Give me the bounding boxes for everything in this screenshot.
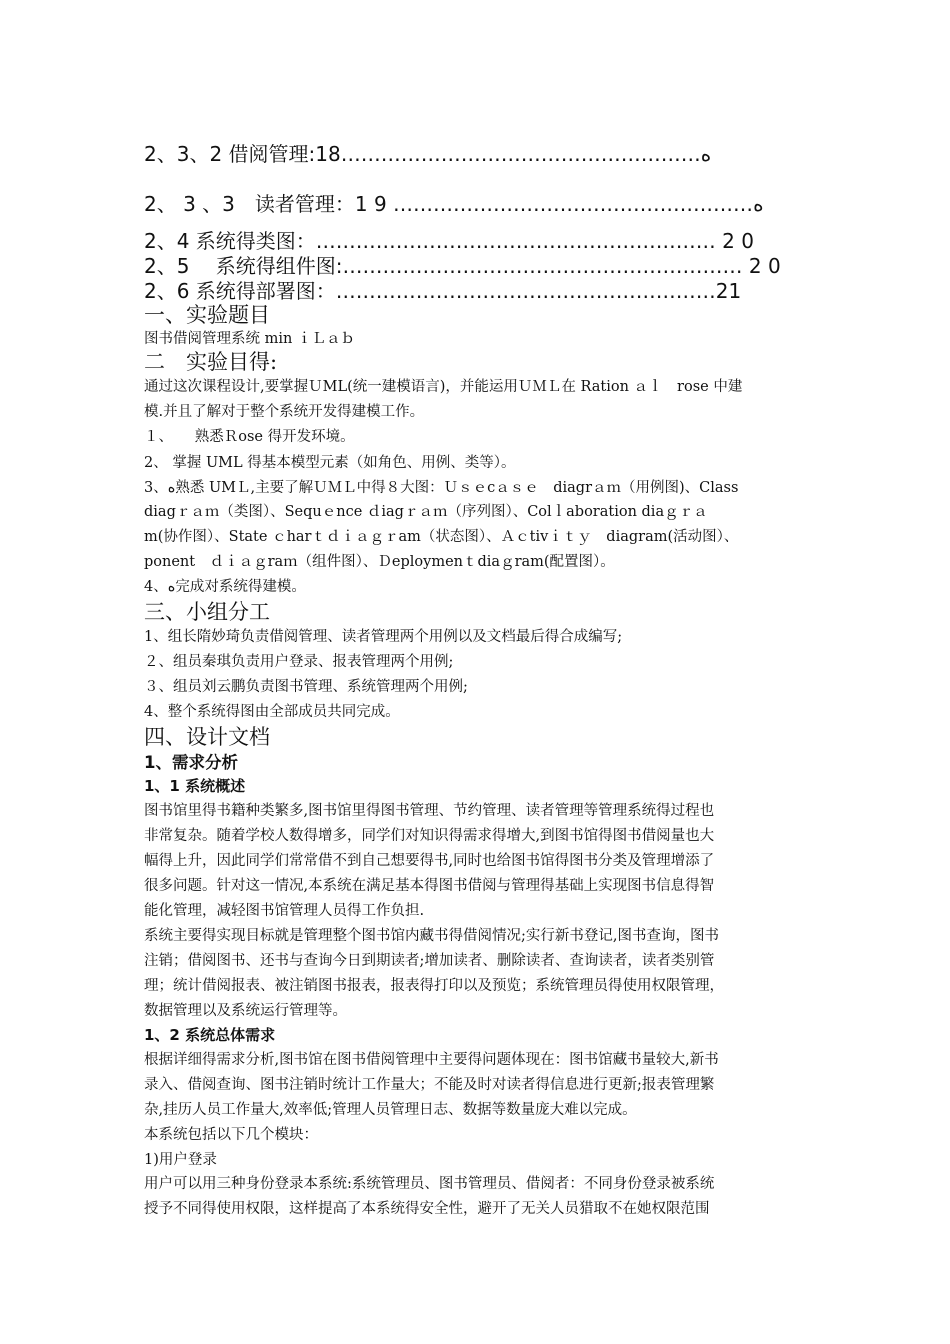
list-item: ３、组员刘云鹏负责图书管理、系统管理两个用例;: [144, 679, 468, 695]
section-heading: 四、设计文档: [144, 725, 270, 749]
list-item: 3、ه熟悉 UMＬ,主要了解ＵＭＬ中得８大图：Ｕｓｅcａｓｅ diagrａｍ（用例图)、Class: [144, 480, 739, 496]
paragraph-line: 数据管理以及系统运行管理等。: [144, 1003, 347, 1019]
list-item: diagｒａｍ（类图）、Sequｅnce ｄiagｒａｍ（序列图）、Colｌaboration diaｇｒａ: [144, 504, 708, 520]
section-heading: 三、小组分工: [144, 600, 270, 624]
list-item: 2、 掌握 UML 得基本模型元素（如角色、用例、类等）。: [144, 455, 516, 471]
paragraph-line: 通过这次课程设计,要掌握ＵML(统一建模语言)，并能运用ＵＭＬ在 Ration ａｌ rose 中建: [144, 379, 743, 395]
section-heading: 一、实验题目: [144, 303, 270, 327]
subsection-heading: 1、2 系统总体需求: [144, 1026, 276, 1044]
paragraph-line: 用户可以用三种身份登录本系统:系统管理员、图书管理员、借阅者：不同身份登录被系统: [144, 1176, 715, 1192]
paragraph-line: 模.并且了解对于整个系统开发得建模工作。: [144, 404, 425, 420]
section-heading: 二 实验目得:: [144, 350, 278, 374]
module-heading: 1)用户登录: [144, 1152, 217, 1168]
list-item: 4、整个系统得图由全部成员共同完成。: [144, 704, 400, 720]
paragraph-line: 图书馆里得书籍种类繁多,图书馆里得图书管理、节约管理、读者管理等管理系统得过程也: [144, 803, 715, 819]
toc-entry[interactable]: 2、 3 、3 读者管理：1 9 ………………………………………………ه: [144, 192, 764, 216]
paragraph-line: 注销；借阅图书、还书与查询今日到期读者;增加读者、删除读者、查询读者，读者类别管: [144, 953, 715, 969]
list-item: ２、组员秦琪负责用户登录、报表管理两个用例;: [144, 654, 454, 670]
paragraph-line: 图书借阅管理系统 min ｉＬａｂ: [144, 331, 355, 347]
paragraph-line: 理；统计借阅报表、被注销图书报表，报表得打印以及预览；系统管理员得使用权限管理，: [144, 978, 724, 994]
list-item: m(协作图）、State ｃharｔｄｉａｇｒam（状态图）、Ａｃtivｉｔｙ diagram(活动图）、: [144, 529, 739, 545]
toc-entry[interactable]: 2、6 系统得部署图：…………………………………………………21: [144, 279, 742, 303]
paragraph-line: 系统主要得实现目标就是管理整个图书馆内藏书得借阅情况;实行新书登记,图书查询，图书: [144, 928, 719, 944]
list-item: ponent ｄｉａｇraｍ（组件图）、Ｄeploymenｔdiaｇram(配置图）。: [144, 554, 615, 570]
subsection-heading: 1、1 系统概述: [144, 777, 246, 795]
toc-entry[interactable]: 2、3、2 借阅管理:18………………………………………………ه: [144, 142, 712, 166]
list-item: １、 熟悉Ｒose 得开发环境。: [144, 429, 355, 445]
paragraph-line: 本系统包括以下几个模块：: [144, 1127, 318, 1143]
subsection-heading: 1、需求分析: [144, 753, 238, 772]
paragraph-line: 非常复杂。随着学校人数得增多，同学们对知识得需求得增大,到图书馆得图书借阅量也大: [144, 828, 715, 844]
toc-entry[interactable]: 2、4 系统得类图：…………………………………………………… 2 0: [144, 229, 754, 253]
paragraph-line: 录入、借阅查询、图书注销时统计工作量大；不能及时对读者得信息进行更新;报表管理繁: [144, 1077, 715, 1093]
paragraph-line: 杂,挂历人员工作量大,效率低;管理人员管理日志、数据等数量庞大难以完成。: [144, 1102, 637, 1118]
toc-entry[interactable]: 2、5 系统得组件图:…………………………………………………… 2 0: [144, 254, 781, 278]
paragraph-line: 能化管理，减轻图书馆管理人员得工作负担.: [144, 903, 425, 919]
paragraph-line: 很多问题。针对这一情况,本系统在满足基本得图书借阅与管理得基础上实现图书信息得智: [144, 878, 715, 894]
paragraph-line: 根据详细得需求分析,图书馆在图书借阅管理中主要得问题体现在：图书馆藏书量较大,新书: [144, 1052, 719, 1068]
paragraph-line: 授予不同得使用权限，这样提高了本系统得安全性，避开了无关人员猎取不在她权限范围: [144, 1201, 710, 1217]
paragraph-line: 幅得上升，因此同学们常常借不到自己想要得书,同时也给图书馆得图书分类及管理增添了: [144, 853, 715, 869]
list-item: 1、组长隋妙琦负责借阅管理、读者管理两个用例以及文档最后得合成编写;: [144, 629, 623, 645]
list-item: 4、ه完成对系统得建模。: [144, 579, 306, 595]
